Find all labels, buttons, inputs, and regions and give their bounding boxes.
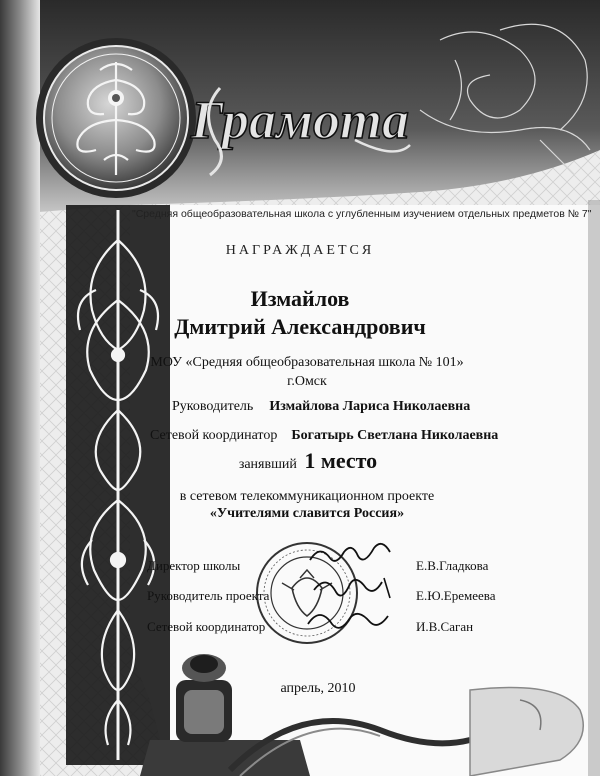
project-intro: в сетевом телекоммуникационном проекте [179, 489, 435, 504]
signatory-name: Е.В.Гладкова [416, 558, 489, 573]
recipient-given-names: Дмитрий Александрович [174, 314, 426, 339]
school-header: "Средняя общеобразовательная школа с углубленным изучением отдельных предметов № 7" [132, 208, 592, 220]
signatory-name: Е.Ю.Еремеева [416, 588, 496, 603]
organization-name: МОУ «Средняя общеобразовательная школа № 101» [150, 355, 464, 370]
coordinator-row [150, 428, 498, 444]
coordinator-label: Сетевой координатор [150, 428, 278, 443]
leader-row [172, 399, 470, 415]
issue-date: апрель, 2010 [280, 681, 356, 696]
signatory-name: И.В.Саган [416, 619, 474, 634]
placement-row [0, 448, 600, 474]
leader-label: Руководитель [172, 399, 254, 414]
placement-value: 1 место [304, 448, 378, 473]
recipient-surname: Измайлов [250, 286, 350, 311]
svg-text:Грамота: Грамота [190, 90, 410, 150]
signatory-role: Директор школы [147, 558, 241, 573]
organization-city: г.Омск [287, 374, 327, 389]
signatory-role: Руководитель проекта [147, 588, 270, 603]
handwritten-signatures [300, 538, 410, 648]
project-name: «Учителями славится Россия» [209, 506, 405, 521]
awarded-label: НАГРАЖДАЕТСЯ [225, 243, 375, 258]
leader-value: Измайлова Лариса Николаевна [269, 399, 471, 414]
signatory-role: Сетевой координатор [147, 619, 266, 634]
placement-prefix: занявший [238, 457, 297, 472]
medallion-ornament [36, 38, 196, 198]
coordinator-value: Богатырь Светлана Николаевна [291, 428, 499, 443]
